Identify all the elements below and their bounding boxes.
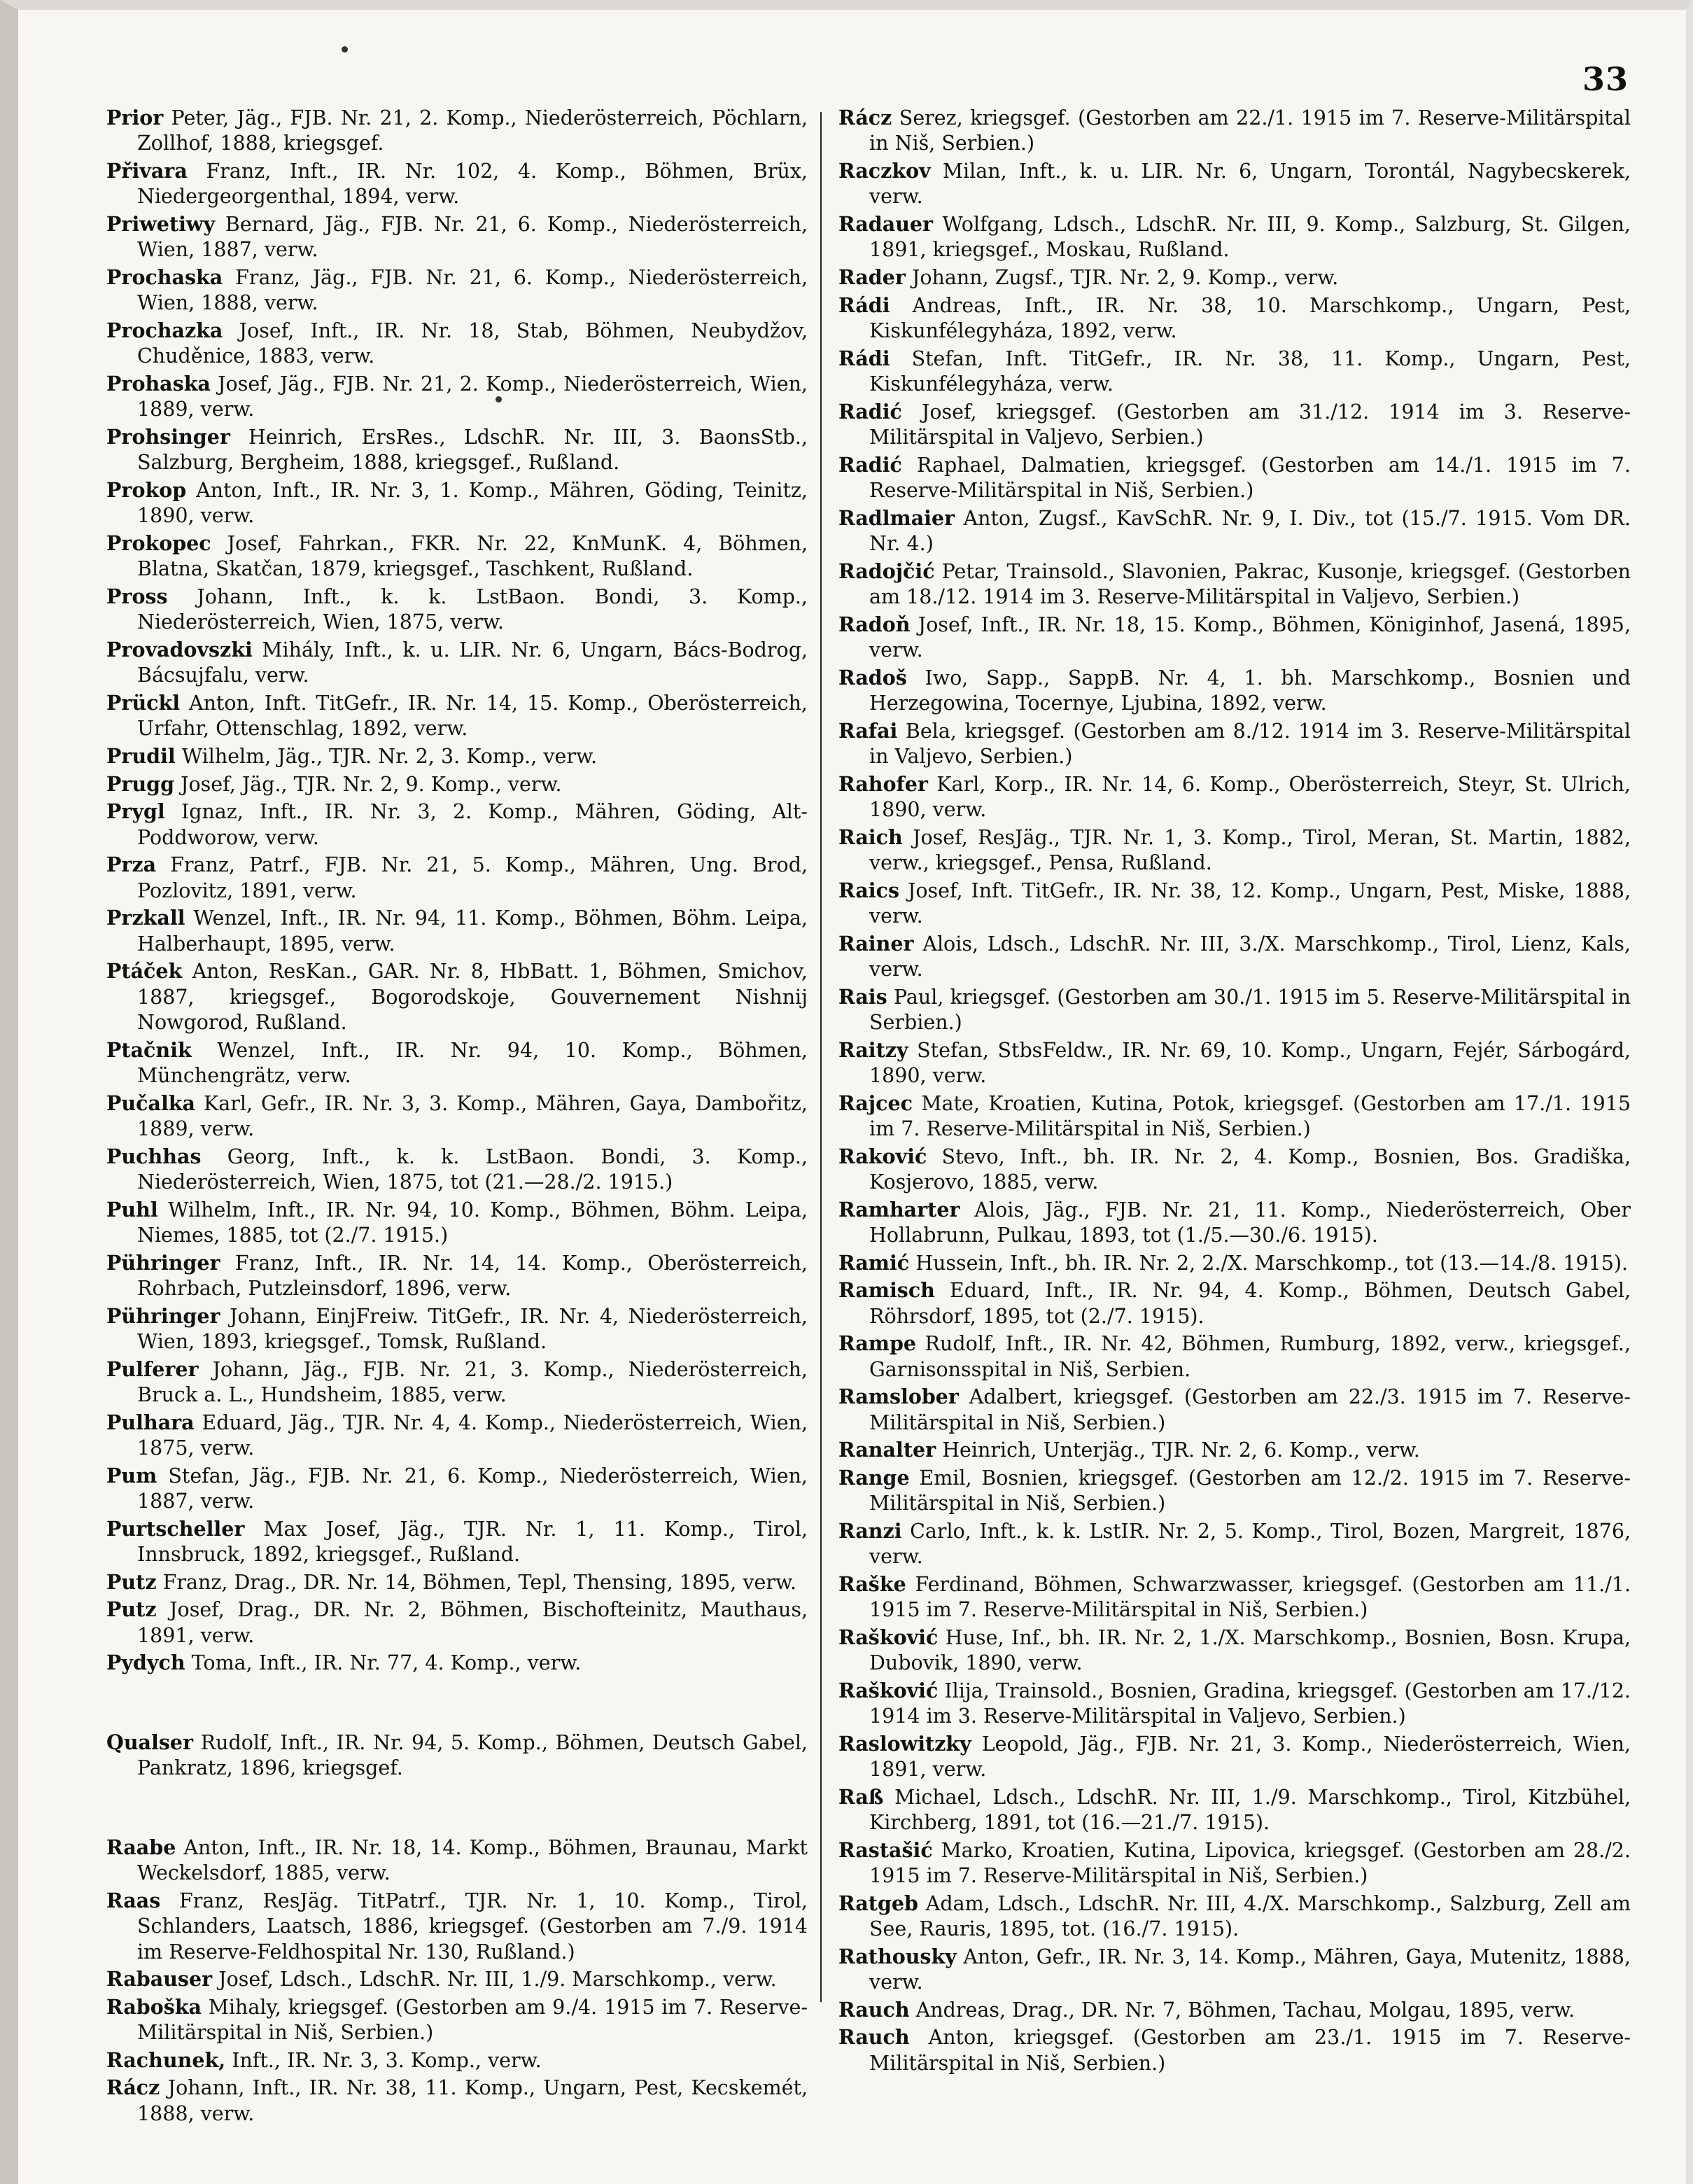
entry-details: Alois, Jäg., FJB. Nr. 21, 11. Komp., Niederösterreich, Ober Hollabrunn, Pulkau, 1893, tot (1./5.—30./6. 1915). <box>869 1198 1631 1247</box>
entry-surname: Rauch <box>838 1997 910 2022</box>
register-entry <box>838 1891 1631 1942</box>
entry-surname: Prokop <box>106 478 187 502</box>
entry-surname: Raboška <box>106 1994 202 2019</box>
entry-details: Carlo, Inft., k. k. LstIR. Nr. 2, 5. Komp., Tirol, Bozen, Margreit, 1876, verw. <box>869 1519 1631 1569</box>
entry-details: Karl, Korp., IR. Nr. 14, 6. Komp., Oberösterreich, Steyr, St. Ulrich, 1890, verw. <box>869 772 1631 821</box>
entry-details: Inft., IR. Nr. 3, 3. Komp., verw. <box>232 2048 542 2072</box>
register-entry <box>838 825 1631 876</box>
entry-details: Eduard, Inft., IR. Nr. 94, 4. Komp., Böhmen, Deutsch Gabel, Röhrsdorf, 1895, tot (2./7. 1915). <box>869 1279 1631 1328</box>
entry-surname: Prochazka <box>106 318 223 342</box>
register-entry <box>838 718 1631 770</box>
entry-details: Josef, Ldsch., LdschR. Nr. III, 1./9. Marschkomp., verw. <box>218 1968 777 1991</box>
entry-details: Rudolf, Inft., IR. Nr. 94, 5. Komp., Böhmen, Deutsch Gabel, Pankratz, 1896, kriegsgef. <box>137 1730 808 1780</box>
entry-details: Paul, kriegsgef. (Gestorben am 30./1. 1915 im 5. Reserve-Militärspital in Serbien.) <box>869 985 1631 1034</box>
entry-details: Hussein, Inft., bh. IR. Nr. 2, 2./X. Marschkomp., tot (13.—14./8. 1915). <box>915 1251 1629 1275</box>
entry-details: Josef, Drag., DR. Nr. 2, Böhmen, Bischofteinitz, Mauthaus, 1891, verw. <box>137 1598 808 1647</box>
entry-surname: Rašković <box>838 1625 939 1649</box>
entry-surname: Ptačnik <box>106 1037 192 1062</box>
register-entry <box>106 1463 808 1515</box>
register-entry <box>106 637 808 689</box>
entry-details: Raphael, Dalmatien, kriegsgef. (Gestorben am 14./1. 1915 im 7. Reserve-Militärspital in Niš, Serbien.) <box>869 453 1631 502</box>
entry-surname: Radić <box>838 452 902 477</box>
entry-surname: Raabe <box>106 1835 176 1859</box>
entry-surname: Ranalter <box>838 1438 936 1462</box>
entry-surname: Rádi <box>838 346 890 370</box>
register-entry <box>106 690 808 742</box>
entry-details: Anton, kriegsgef. (Gestorben am 23./1. 1915 im 7. Reserve-Militärspital in Niš, Serbien.) <box>869 2026 1631 2075</box>
entry-surname: Rais <box>838 984 887 1009</box>
entry-surname: Ramisch <box>838 1278 935 1303</box>
entry-surname: Priwetiwy <box>106 212 216 236</box>
section-gap <box>106 1678 808 1730</box>
entry-details: Josef, Inft. TitGefr., IR. Nr. 38, 12. Komp., Ungarn, Pest, Miske, 1888, verw. <box>869 878 1631 927</box>
entry-surname: Raics <box>838 878 900 902</box>
entry-surname: Pum <box>106 1463 157 1488</box>
register-entry <box>838 1144 1631 1196</box>
register-entry <box>838 158 1631 210</box>
register-entry <box>106 1357 808 1408</box>
entry-surname: Rafai <box>838 718 898 743</box>
register-entry <box>106 1569 808 1595</box>
entry-details: Adalbert, kriegsgef. (Gestorben am 22./3. 1915 im 7. Reserve-Militärspital in Niš, Serbien.) <box>869 1385 1631 1434</box>
entry-details: Anton, Inft. TitGefr., IR. Nr. 14, 15. Komp., Oberösterreich, Urfahr, Ottenschlag, 1892, verw. <box>137 692 808 741</box>
entry-surname: Prochaska <box>106 265 223 289</box>
register-entry <box>838 1278 1631 1329</box>
entry-details: Max Josef, Jäg., TJR. Nr. 1, 11. Komp., Tirol, Innsbruck, 1892, kriegsgef., Rußland. <box>137 1517 808 1566</box>
entry-surname: Range <box>838 1465 910 1490</box>
entry-details: Wenzel, Inft., IR. Nr. 94, 11. Komp., Böhmen, Böhm. Leipa, Halberhaupt, 1895, verw. <box>137 906 808 955</box>
register-entry <box>838 984 1631 1036</box>
entry-surname: Raković <box>838 1144 927 1168</box>
entry-details: Mate, Kroatien, Kutina, Potok, kriegsgef. (Gestorben am 17./1. 1915 im 7. Reserve-Militärspital in Niš, Serbien.) <box>869 1091 1631 1140</box>
register-entry <box>838 1037 1631 1089</box>
register-entry <box>838 1384 1631 1436</box>
entry-surname: Rácz <box>106 2076 160 2100</box>
register-entry <box>106 799 808 850</box>
register-entry <box>838 105 1631 157</box>
register-entry <box>838 265 1631 290</box>
entry-details: Anton, Zugsf., KavSchR. Nr. 9, I. Div., tot (15./7. 1915. Vom DR. Nr. 4.) <box>869 506 1631 555</box>
entry-details: Ignaz, Inft., IR. Nr. 3, 2. Komp., Mähren, Göding, Alt-Poddworow, verw. <box>137 800 808 849</box>
print-speck <box>496 396 502 402</box>
entry-surname: Radojčić <box>838 559 935 583</box>
entry-details: Alois, Ldsch., LdschR. Nr. III, 3./X. Marschkomp., Tirol, Lienz, Kals, verw. <box>869 932 1631 981</box>
register-entry <box>838 293 1631 344</box>
entry-surname: Purtscheller <box>106 1516 245 1541</box>
entry-surname: Ramharter <box>838 1197 960 1222</box>
entry-details: Franz, Jäg., FJB. Nr. 21, 6. Komp., Niederösterreich, Wien, 1888, verw. <box>137 266 808 315</box>
entry-surname: Rašković <box>838 1678 939 1702</box>
entry-details: Anton, ResKan., GAR. Nr. 8, HbBatt. 1, Böhmen, Smichov, 1887, kriegsgef., Bogorodskoje, Gouvernement Nishnij Nowgorod, Rußland. <box>137 960 808 1034</box>
entry-details: Wolfgang, Ldsch., LdschR. Nr. III, 9. Komp., Salzburg, St. Gilgen, 1891, kriegsgef., Moskau, Rußland. <box>869 213 1631 262</box>
register-entry <box>838 452 1631 504</box>
entry-surname: Radić <box>838 399 902 424</box>
register-entry <box>106 1888 808 1965</box>
entry-details: Stefan, Inft. TitGefr., IR. Nr. 38, 11. Komp., Ungarn, Pest, Kiskunfélegyháza, verw. <box>869 346 1631 396</box>
entry-details: Wenzel, Inft., IR. Nr. 94, 10. Komp., Böhmen, Münchengrätz, verw. <box>137 1038 808 1087</box>
left-column <box>106 105 808 2128</box>
entry-surname: Raich <box>838 825 903 849</box>
register-entry <box>106 105 808 157</box>
entry-details: Rudolf, Inft., IR. Nr. 42, Böhmen, Rumburg, 1892, verw., kriegsgef., Garnisonsspital in Niš, Serbien. <box>869 1332 1631 1381</box>
register-entry <box>106 1091 808 1142</box>
register-entry <box>106 1994 808 2046</box>
entry-details: Huse, Inf., bh. IR. Nr. 2, 1./X. Marschkomp., Bosnien, Bosn. Krupa, Dubovik, 1890, verw. <box>869 1625 1631 1675</box>
register-entry <box>838 878 1631 930</box>
entry-surname: Ranzi <box>838 1518 902 1543</box>
register-entry <box>838 1465 1631 1517</box>
entry-surname: Raas <box>106 1888 161 1912</box>
entry-details: Georg, Inft., k. k. LstBaon. Bondi, 3. Komp., Niederösterreich, Wien, 1875, tot (21.—28./2. 1915.) <box>137 1144 808 1194</box>
entry-details: Heinrich, Unterjäg., TJR. Nr. 2, 6. Komp., verw. <box>942 1438 1420 1462</box>
register-entry <box>838 665 1631 717</box>
entry-details: Josef, kriegsgef. (Gestorben am 31./12. 1914 im 3. Reserve-Militärspital in Valjevo, Serbien.) <box>869 400 1631 449</box>
entry-surname: Ramić <box>838 1250 910 1275</box>
register-entry <box>838 1678 1631 1730</box>
entry-details: Mihaly, kriegsgef. (Gestorben am 9./4. 1915 im 7. Reserve-Militärspital in Niš, Serbien.) <box>137 1995 808 2045</box>
entry-details: Adam, Ldsch., LdschR. Nr. III, 4./X. Marschkomp., Salzburg, Zell am See, Rauris, 1895, tot. (16./7. 1915). <box>869 1891 1631 1941</box>
entry-surname: Ratgeb <box>838 1891 918 1915</box>
entry-details: Franz, Drag., DR. Nr. 14, Böhmen, Tepl, Thensing, 1895, verw. <box>162 1570 797 1594</box>
entry-surname: Prückl <box>106 691 181 715</box>
entry-details: Josef, Jäg., FJB. Nr. 21, 2. Komp., Niederösterreich, Wien, 1889, verw. <box>137 372 808 421</box>
entry-surname: Prudil <box>106 744 176 768</box>
entry-surname: Putz <box>106 1569 157 1594</box>
entry-surname: Rainer <box>838 931 914 955</box>
entry-details: Johann, Inft., IR. Nr. 38, 11. Komp., Ungarn, Pest, Kecskemét, 1888, verw. <box>137 2076 808 2125</box>
entry-surname: Rácz <box>838 106 892 130</box>
entry-surname: Prugg <box>106 771 175 796</box>
entry-details: Stefan, Jäg., FJB. Nr. 21, 6. Komp., Niederösterreich, Wien, 1887, verw. <box>137 1464 808 1513</box>
entry-details: Josef, Jäg., TJR. Nr. 2, 9. Komp., verw. <box>181 772 562 796</box>
entry-surname: Puchhas <box>106 1144 202 1168</box>
register-entry <box>106 1730 808 1782</box>
entry-details: Wilhelm, Inft., IR. Nr. 94, 10. Komp., Böhmen, Böhm. Leipa, Niemes, 1885, tot (2./7. 1915.) <box>137 1198 808 1247</box>
register-entry <box>106 1250 808 1302</box>
register-entry <box>838 771 1631 823</box>
register-entry <box>106 743 808 769</box>
entry-surname: Rader <box>838 265 906 289</box>
entry-details: Serez, kriegsgef. (Gestorben am 22./1. 1915 im 7. Reserve-Militärspital in Niš, Serbien.) <box>869 106 1631 155</box>
entry-surname: Raške <box>838 1572 906 1596</box>
entry-surname: Rampe <box>838 1331 917 1356</box>
register-entry <box>106 1966 808 1992</box>
entry-surname: Putz <box>106 1597 157 1622</box>
entry-details: Johann, EinjFreiw. TitGefr., IR. Nr. 4, Niederösterreich, Wien, 1893, kriegsgef., Tomsk, Rußland. <box>137 1304 808 1353</box>
register-entry <box>838 612 1631 664</box>
register-entry <box>106 531 808 582</box>
register-entry <box>838 346 1631 398</box>
register-entry <box>106 371 808 423</box>
entry-details: Peter, Jäg., FJB. Nr. 21, 2. Komp., Niederösterreich, Pöchlarn, Zollhof, 1888, kriegsgef. <box>137 106 808 155</box>
column-divider <box>820 112 822 2002</box>
entry-surname: Prokopec <box>106 531 211 555</box>
entry-surname: Qualser <box>106 1730 194 1754</box>
register-entry <box>838 399 1631 451</box>
register-entry <box>106 1303 808 1355</box>
entry-surname: Raslowitzky <box>838 1731 971 1756</box>
entry-surname: Radoš <box>838 665 907 690</box>
print-speck <box>342 46 348 52</box>
entry-details: Stefan, StbsFeldw., IR. Nr. 69, 10. Komp., Ungarn, Fejér, Sárbogárd, 1890, verw. <box>869 1038 1631 1087</box>
entry-details: Bela, kriegsgef. (Gestorben am 8./12. 1914 im 3. Reserve-Militärspital in Valjevo, Serbien.) <box>869 719 1631 768</box>
entry-details: Johann, Jäg., FJB. Nr. 21, 3. Komp., Niederösterreich, Bruck a. L., Hundsheim, 1885, verw. <box>137 1357 808 1406</box>
register-entry <box>106 852 808 904</box>
page-number: 33 <box>1582 60 1629 98</box>
entry-details: Franz, ResJäg. TitPatrf., TJR. Nr. 1, 10. Komp., Tirol, Schlanders, Laatsch, 1886, kriegsgef. (Gestorben am 7./9. 1914 im Reserve-Feldhospital Nr. 130, Rußland.) <box>137 1889 808 1963</box>
entry-details: Stevo, Inft., bh. IR. Nr. 2, 4. Komp., Bosnien, Bos. Gradiška, Kosjerovo, 1885, verw. <box>869 1144 1631 1194</box>
entry-surname: Radoň <box>838 612 911 636</box>
entry-details: Milan, Inft., k. u. LIR. Nr. 6, Ungarn, Torontál, Nagybecskerek, verw. <box>869 160 1631 209</box>
register-entry <box>106 158 808 210</box>
entry-details: Josef, Fahrkan., FKR. Nr. 22, KnMunK. 4, Böhmen, Blatna, Skatčan, 1879, kriegsgef., Taschkent, Rußland. <box>137 532 808 581</box>
entry-details: Ilija, Trainsold., Bosnien, Gradina, kriegsgef. (Gestorben am 17./12. 1914 im 3. Reserve-Militärspital in Valjevo, Serbien.) <box>869 1679 1631 1728</box>
entry-surname: Rastašić <box>838 1837 933 1862</box>
register-entry <box>106 584 808 636</box>
entry-surname: Prior <box>106 106 164 130</box>
register-entry <box>106 1197 808 1249</box>
register-entry <box>106 1410 808 1462</box>
entry-surname: Pühringer <box>106 1250 220 1275</box>
entry-details: Anton, Inft., IR. Nr. 18, 14. Komp., Böhmen, Braunau, Markt Weckelsdorf, 1885, verw. <box>137 1835 808 1885</box>
register-entry <box>106 477 808 529</box>
entry-surname: Puhl <box>106 1197 158 1222</box>
entry-surname: Rachunek, <box>106 2047 226 2072</box>
entry-surname: Pydych <box>106 1651 185 1675</box>
entry-details: Josef, Inft., IR. Nr. 18, 15. Komp., Böhmen, Königinhof, Jasená, 1895, verw. <box>869 612 1631 662</box>
entry-details: Emil, Bosnien, kriegsgef. (Gestorben am 12./2. 1915 im 7. Reserve-Militärspital in Niš, Serbien.) <box>869 1466 1631 1516</box>
entry-details: Marko, Kroatien, Kutina, Lipovica, kriegsgef. (Gestorben am 28./2. 1915 im 7. Reserve-Militärspital in Niš, Serbien.) <box>869 1838 1631 1888</box>
entry-surname: Prohsinger <box>106 425 230 449</box>
register-entry <box>838 1731 1631 1783</box>
register-entry <box>106 424 808 476</box>
entry-surname: Rauch <box>838 2025 910 2050</box>
entry-surname: Prza <box>106 853 157 877</box>
register-entry <box>106 905 808 957</box>
entry-surname: Rabauser <box>106 1967 213 1991</box>
entry-details: Franz, Inft., IR. Nr. 102, 4. Komp., Böhmen, Brüx, Niedergeorgenthal, 1894, verw. <box>137 160 808 209</box>
register-entry <box>106 2075 808 2127</box>
entry-surname: Pučalka <box>106 1091 196 1115</box>
register-entry <box>106 1835 808 1886</box>
entry-surname: Pulhara <box>106 1410 195 1434</box>
entry-surname: Raß <box>838 1784 884 1809</box>
register-entry <box>106 211 808 263</box>
entry-surname: Přivara <box>106 159 188 183</box>
entry-details: Johann, Zugsf., TJR. Nr. 2, 9. Komp., verw. <box>911 266 1339 289</box>
register-entry <box>838 1944 1631 1996</box>
entry-details: Franz, Patrf., FJB. Nr. 21, 5. Komp., Mähren, Ung. Brod, Pozlovitz, 1891, verw. <box>137 853 808 902</box>
entry-details: Josef, Inft., IR. Nr. 18, Stab, Böhmen, Neubydžov, Chuděnice, 1883, verw. <box>137 319 808 368</box>
register-entry <box>838 1091 1631 1142</box>
register-entry <box>838 1572 1631 1623</box>
entry-details: Ferdinand, Böhmen, Schwarzwasser, kriegsgef. (Gestorben am 11./1. 1915 im 7. Reserve-Militärspital in Niš, Serbien.) <box>869 1572 1631 1622</box>
register-entry <box>838 1197 1631 1249</box>
entry-surname: Prohaska <box>106 372 211 396</box>
entry-details: Johann, Inft., k. k. LstBaon. Bondi, 3. Komp., Niederösterreich, Wien, 1875, verw. <box>137 585 808 634</box>
register-entry <box>838 1437 1631 1463</box>
entry-details: Eduard, Jäg., TJR. Nr. 4, 4. Komp., Niederösterreich, Wien, 1875, verw. <box>137 1410 808 1460</box>
register-entry <box>838 1997 1631 2023</box>
register-entry <box>106 318 808 370</box>
register-entry <box>838 559 1631 610</box>
register-entry <box>106 1037 808 1089</box>
right-column <box>838 105 1631 2078</box>
entry-details: Petar, Trainsold., Slavonien, Pakrac, Kusonje, kriegsgef. (Gestorben am 18./12. 1914 im 3. Reserve-Militärspital in Valjevo, Serbien.) <box>869 559 1631 608</box>
register-entry <box>106 1650 808 1676</box>
entry-surname: Ptáček <box>106 959 183 983</box>
register-entry <box>838 211 1631 263</box>
entry-surname: Prygl <box>106 799 165 824</box>
register-entry <box>106 1144 808 1196</box>
entry-details: Karl, Gefr., IR. Nr. 3, 3. Komp., Mähren, Gaya, Dambořitz, 1889, verw. <box>137 1091 808 1140</box>
entry-surname: Przkall <box>106 906 185 930</box>
register-entry <box>838 1837 1631 1889</box>
register-entry <box>838 1625 1631 1676</box>
entry-details: Andreas, Inft., IR. Nr. 38, 10. Marschkomp., Ungarn, Pest, Kiskunfélegyháza, 1892, verw. <box>869 293 1631 342</box>
entry-surname: Rajcec <box>838 1091 913 1115</box>
entry-surname: Provadovszki <box>106 638 253 662</box>
entry-surname: Rádi <box>838 293 890 317</box>
entry-details: Leopold, Jäg., FJB. Nr. 21, 3. Komp., Niederösterreich, Wien, 1891, verw. <box>869 1732 1631 1782</box>
register-entry <box>838 1250 1631 1276</box>
entry-surname: Radauer <box>838 212 934 236</box>
entry-surname: Rathousky <box>838 1944 957 1968</box>
register-entry <box>106 1516 808 1568</box>
register-entry <box>838 505 1631 557</box>
entry-surname: Pross <box>106 584 168 608</box>
register-entry <box>838 931 1631 983</box>
entry-details: Michael, Ldsch., LdschR. Nr. III, 1./9. Marschkomp., Tirol, Kitzbühel, Kirchberg, 1891, tot (16.—21./7. 1915). <box>869 1785 1631 1835</box>
entry-details: Mihály, Inft., k. u. LIR. Nr. 6, Ungarn, Bács-Bodrog, Bácsujfalu, verw. <box>137 638 808 687</box>
entry-details: Josef, ResJäg., TJR. Nr. 1, 3. Komp., Tirol, Meran, St. Martin, 1882, verw., kriegsgef., Pensa, Rußland. <box>869 825 1631 874</box>
entry-details: Iwo, Sapp., SappB. Nr. 4, 1. bh. Marschkomp., Bosnien und Herzegowina, Tocernye, Ljubina, 1892, verw. <box>869 666 1631 715</box>
entry-surname: Raitzy <box>838 1037 908 1062</box>
register-entry <box>838 1518 1631 1570</box>
section-gap <box>106 1783 808 1835</box>
entry-surname: Raczkov <box>838 159 931 183</box>
register-entry <box>106 265 808 316</box>
register-entry <box>838 2024 1631 2076</box>
register-entry <box>838 1784 1631 1836</box>
register-entry <box>106 2047 808 2073</box>
entry-surname: Pulferer <box>106 1357 199 1381</box>
entry-details: Bernard, Jäg., FJB. Nr. 21, 6. Komp., Niederösterreich, Wien, 1887, verw. <box>137 213 808 262</box>
register-entry <box>106 771 808 797</box>
entry-details: Wilhelm, Jäg., TJR. Nr. 2, 3. Komp., verw. <box>181 745 598 768</box>
entry-details: Heinrich, ErsRes., LdschR. Nr. III, 3. BaonsStb., Salzburg, Bergheim, 1888, kriegsgef., Rußland. <box>137 426 808 475</box>
entry-surname: Radlmaier <box>838 505 955 530</box>
entry-surname: Ramslober <box>838 1385 959 1409</box>
entry-details: Anton, Inft., IR. Nr. 3, 1. Komp., Mähren, Göding, Teinitz, 1890, verw. <box>137 479 808 528</box>
entry-details: Anton, Gefr., IR. Nr. 3, 14. Komp., Mähren, Gaya, Mutenitz, 1888, verw. <box>869 1945 1631 1994</box>
entry-surname: Rahofer <box>838 771 928 796</box>
register-entry <box>106 1597 808 1648</box>
entry-details: Toma, Inft., IR. Nr. 77, 4. Komp., verw. <box>191 1651 582 1675</box>
entry-surname: Pühringer <box>106 1303 220 1328</box>
entry-details: Franz, Inft., IR. Nr. 14, 14. Komp., Oberösterreich, Rohrbach, Putzleinsdorf, 1896, verw. <box>137 1251 808 1300</box>
register-entry <box>838 1331 1631 1382</box>
entry-details: Andreas, Drag., DR. Nr. 7, Böhmen, Tachau, Molgau, 1895, verw. <box>915 1998 1575 2022</box>
register-entry <box>106 958 808 1035</box>
